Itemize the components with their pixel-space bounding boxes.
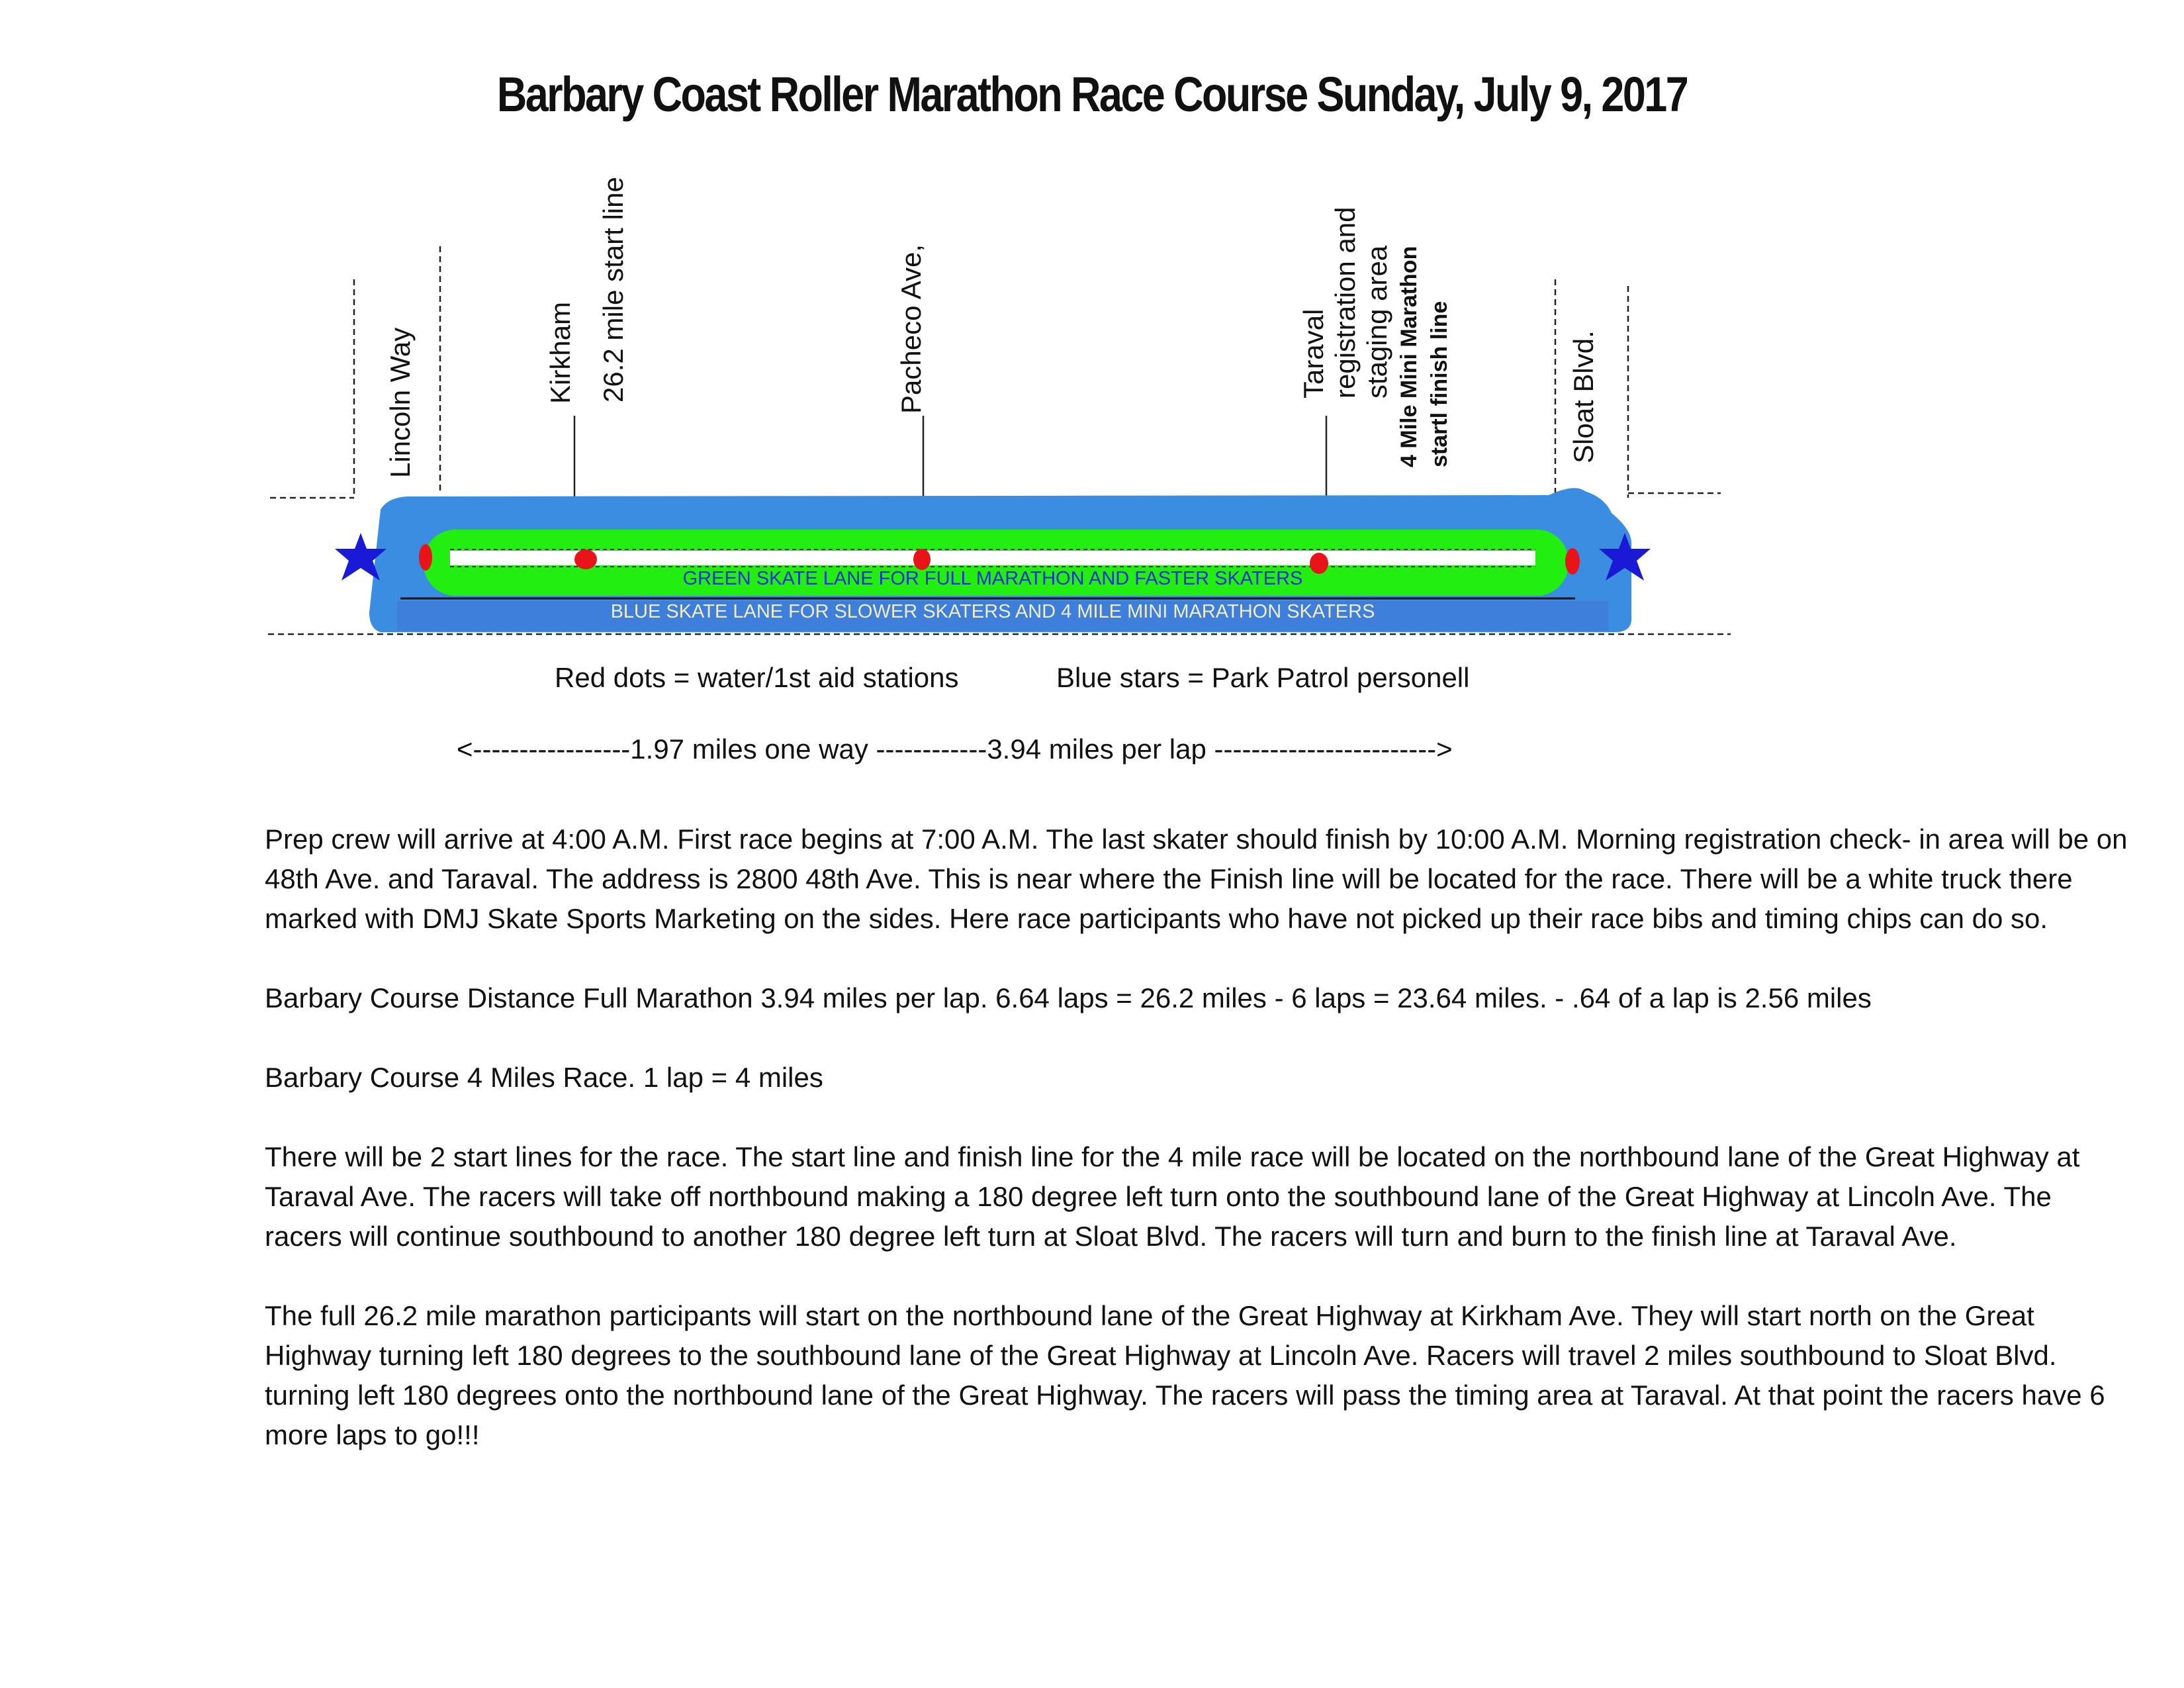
- full-distance-paragraph: Barbary Course Distance Full Marathon 3.94 miles per lap. 6.64 laps = 26.2 miles - 6 laps = 23.64 miles. - .64 of a lap is 2.56 miles: [265, 982, 1872, 1013]
- street-label-sloat: Sloat Blvd.: [1568, 330, 1599, 463]
- street-label-taraval: Taraval: [1298, 308, 1329, 399]
- full-route-paragraph: The full 26.2 mile marathon participants will start on the northbound lane of the Great Highway at Kirkham Ave. They will start north on the Great Highway turning left 180 degrees to the southbound lane of the Great Highway at Lincoln Ave. Racers will travel 2 miles southbound to Sloat Blvd. turning left 180 degrees onto the northbound lane of the Great Highway. The racers will pass the timing area at Taraval. At that point the racers have 6 more laps to go!!!: [265, 1300, 2105, 1450]
- street-label-lincoln: Lincoln Way: [385, 327, 416, 478]
- distance-scale: <-----------------1.97 miles one way ------------3.94 miles per lap ------------------------>: [457, 733, 1453, 765]
- kirkham-start-line-note: 26.2 mile start line: [598, 177, 629, 402]
- race-info: [265, 820, 2131, 1495]
- legend-red-dots: Red dots = water/1st aid stations: [555, 662, 959, 693]
- lane-divider-fill: [450, 551, 1535, 565]
- taraval-note-mini-marathon: 4 Mile Mini Marathon: [1396, 246, 1422, 467]
- green-lane-label: GREEN SKATE LANE FOR FULL MARATHON AND FASTER SKATERS: [682, 568, 1303, 589]
- aid-station-kirkham: [574, 549, 597, 569]
- aid-station-sloat: [1565, 548, 1580, 575]
- legend-blue-stars: Blue stars = Park Patrol personell: [1056, 662, 1470, 693]
- four-mile-paragraph: Barbary Course 4 Miles Race. 1 lap = 4 miles: [265, 1062, 823, 1093]
- start-lines-paragraph: There will be 2 start lines for the race. The start line and finish line for the 4 mile race will be located on the northbound lane of the Great Highway at Taraval Ave. The racers will take off northbound making a 180 degree left turn onto the southbound lane of the Great Highway at Lincoln Ave. The racers will continue southbound to another 180 degree left turn at Sloat Blvd. The racers will turn and burn to the finish line at Taraval Ave.: [265, 1141, 2080, 1252]
- course-map: [0, 0, 2184, 662]
- aid-station-lincoln: [419, 544, 432, 571]
- taraval-note-finish-line: startl finish line: [1427, 301, 1452, 467]
- street-label-pacheco: Pacheco Ave,: [895, 244, 927, 414]
- blue-lane-label: BLUE SKATE LANE FOR SLOWER SKATERS AND 4 MILE MINI MARATHON SKATERS: [610, 601, 1375, 622]
- aid-station-pacheco: [913, 549, 931, 570]
- taraval-note-registration: registration and: [1330, 207, 1361, 399]
- street-markers: [574, 416, 1326, 496]
- street-label-kirkham: Kirkham: [545, 301, 576, 404]
- prep-paragraph: Prep crew will arrive at 4:00 A.M. First race begins at 7:00 A.M. The last skater should finish by 10:00 A.M. Morning registration check- in area will be on 48th Ave. and Taraval. The address is 2800 48th Ave. This is near where the Finish line will be located for the race. There will be a white truck there marked with DMJ Skate Sports Marketing on the sides. Here race participants who have not picked up their race bibs and timing chips can do so.: [265, 823, 2128, 934]
- taraval-note-staging: staging area: [1361, 245, 1392, 399]
- page-title: Barbary Coast Roller Marathon Race Course Sunday, July 9, 2017: [496, 67, 1688, 122]
